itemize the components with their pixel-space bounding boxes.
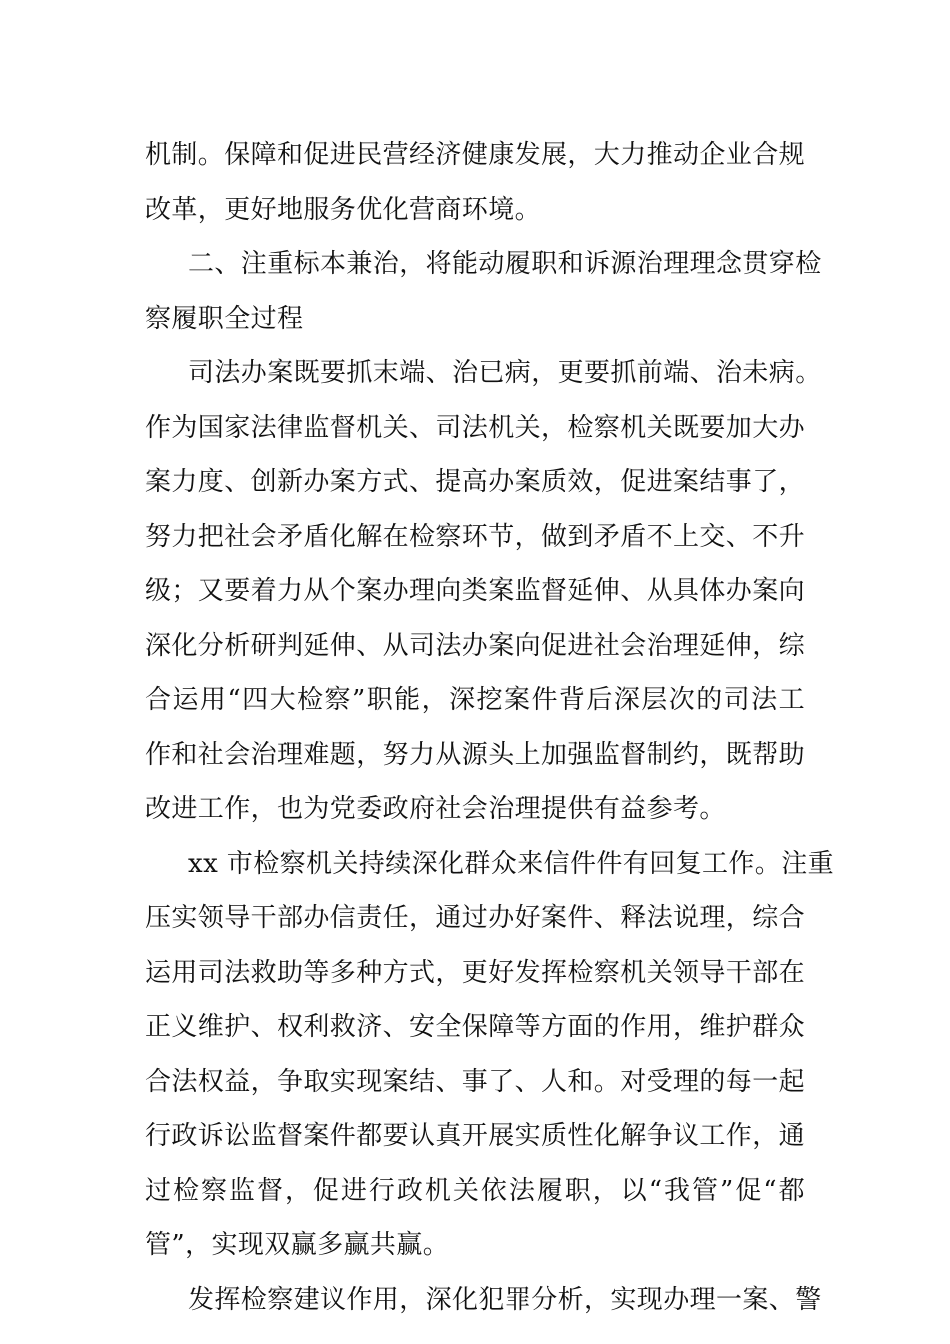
paragraph-judicial-cases bbox=[145, 346, 822, 837]
paragraph-continuation bbox=[145, 128, 805, 237]
text-line: 发挥检察建议作用，深化犯罪分析，实现办理一案、警 bbox=[188, 1284, 822, 1315]
text-line: 行政诉讼监督案件都要认真开展实质性化解争议工作，通 bbox=[145, 1121, 806, 1151]
text-line: 案力度、创新办案方式、提高办案质效，促进案结事了， bbox=[145, 467, 806, 497]
text-line: xx 市检察机关持续深化群众来信件件有回复工作。注重 bbox=[188, 848, 834, 879]
text-line: 改进工作，也为党委政府社会治理提供有益参考。 bbox=[145, 794, 726, 824]
text-line: 压实领导干部办信责任，通过办好案件、释法说理，综合 bbox=[145, 903, 806, 933]
text-line: 合法权益，争取实现案结、事了、人和。对受理的每一起 bbox=[145, 1066, 806, 1097]
text-line: 管”，实现双赢多赢共赢。 bbox=[145, 1230, 450, 1260]
paragraph-xx-city bbox=[145, 837, 834, 1273]
text-line: 深化分析研判延伸、从司法办案向促进社会治理延伸，综 bbox=[145, 630, 806, 661]
text-line: 改革，更好地服务优化营商环境。 bbox=[145, 194, 542, 225]
text-line: 级；又要着力从个案办理向类案监督延伸、从具体办案向 bbox=[145, 576, 806, 606]
text-line: 过检察监督，促进行政机关依法履职，以“我管”促“都 bbox=[145, 1175, 805, 1206]
text-line: 二、注重标本兼治，将能动履职和诉源治理理念贯穿检 bbox=[188, 249, 822, 279]
text-line: 察履职全过程 bbox=[145, 303, 304, 334]
text-line: 司法办案既要抓末端、治已病，更要抓前端、治未病。 bbox=[188, 358, 822, 388]
text-line: 运用司法救助等多种方式，更好发挥检察机关领导干部在 bbox=[145, 957, 806, 988]
section-heading bbox=[145, 237, 822, 346]
paragraph-procuratorial-suggestion bbox=[145, 1273, 822, 1328]
text-line: 作和社会治理难题，努力从源头上加强监督制约，既帮助 bbox=[145, 739, 806, 770]
text-line: 作为国家法律监督机关、司法机关，检察机关既要加大办 bbox=[145, 412, 806, 443]
document-body bbox=[145, 128, 834, 1327]
text-line: 努力把社会矛盾化解在检察环节，做到矛盾不上交、不升 bbox=[145, 521, 806, 552]
text-line: 机制。保障和促进民营经济健康发展，大力推动企业合规 bbox=[145, 140, 806, 170]
text-line: 正义维护、权利救济、安全保障等方面的作用，维护群众 bbox=[145, 1012, 806, 1042]
text-line: 合运用“四大检察”职能，深挖案件背后深层次的司法工 bbox=[145, 685, 805, 715]
